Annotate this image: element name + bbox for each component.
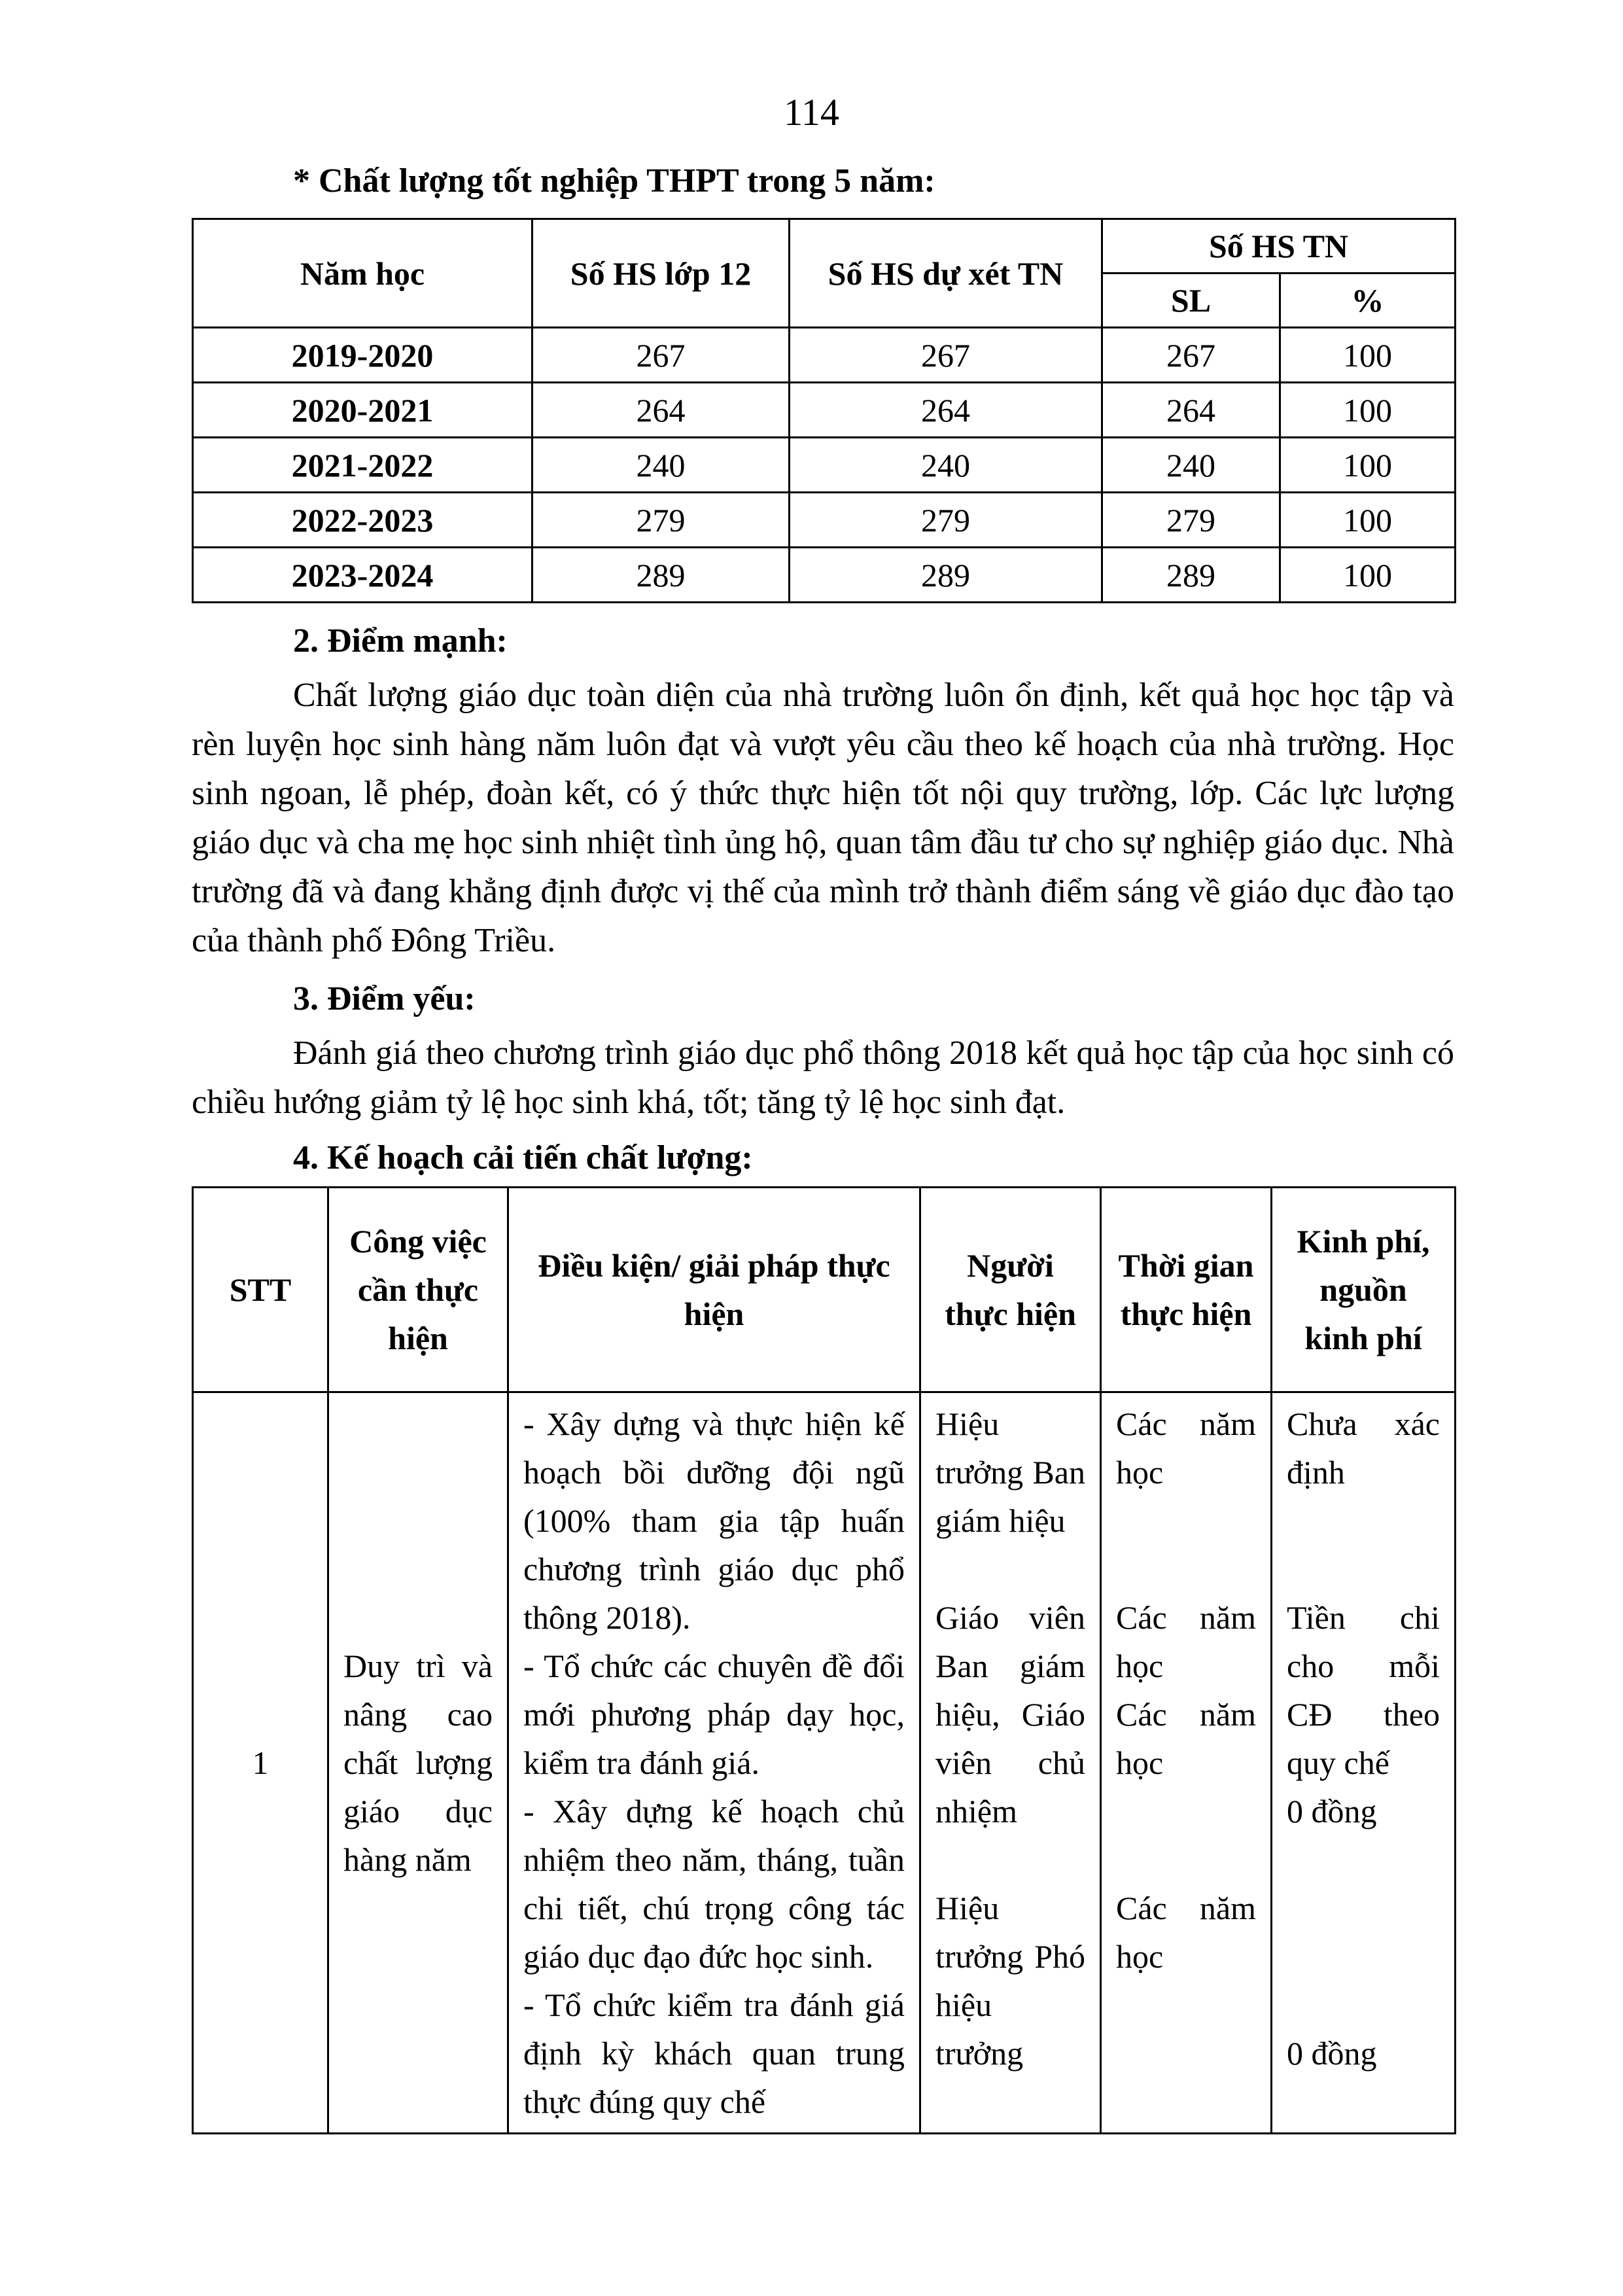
page-number: 114 <box>784 91 839 133</box>
table-row <box>193 328 1456 383</box>
solution-item: - Tổ chức các chuyên đề đổi mới phương pháp dạy học, kiểm tra đánh giá. <box>523 1648 905 1781</box>
row-year: 2019-2020 <box>193 328 532 383</box>
plan-heading: 4. Kế hoạch cải tiến chất lượng: <box>293 1139 753 1176</box>
row-candidates: 240 <box>790 438 1102 493</box>
row-count: 279 <box>1102 493 1280 548</box>
header-solution: Điều kiện/ giải pháp thực hiện <box>508 1188 920 1392</box>
header-percent: % <box>1280 274 1456 328</box>
header-count: SL <box>1102 274 1280 328</box>
row-grade12: 289 <box>532 548 790 603</box>
header-graduated: Số HS TN <box>1102 219 1456 274</box>
row-year: 2022-2023 <box>193 493 532 548</box>
solution-item: - Xây dựng kế hoạch chủ nhiệm theo năm, tháng, tuần chi tiết, chú trọng công tác giáo dục đạo đức học sinh. <box>523 1793 905 1975</box>
time-item: Các năm học <box>1116 1696 1256 1781</box>
table-row <box>193 438 1456 493</box>
row-count: 289 <box>1102 548 1280 603</box>
header-person: Người thực hiện <box>920 1188 1101 1392</box>
row-count: 267 <box>1102 328 1280 383</box>
row-percent: 100 <box>1280 548 1456 603</box>
weaknesses-paragraph: Đánh giá theo chương trình giáo dục phổ thông 2018 kết quả học tập của học sinh có chiều hướng giảm tỷ lệ học sinh khá, tốt; tăng tỷ lệ học sinh đạt. <box>192 1034 1454 1121</box>
row-grade12: 267 <box>532 328 790 383</box>
row-year: 2020-2021 <box>193 383 532 438</box>
solution-item: - Tổ chức kiểm tra đánh giá định kỳ khách quan trung thực đúng quy chế <box>523 1987 905 2120</box>
header-budget: Kinh phí, nguồn kinh phí <box>1272 1188 1456 1392</box>
strengths-paragraph: Chất lượng giáo dục toàn diện của nhà trường luôn ổn định, kết quả học học tập và rèn luyện học sinh hàng năm luôn đạt và vượt yêu cầu theo kế hoạch của nhà trường. Học sinh ngoan, lễ phép, đoàn kết, có ý thức thực hiện tốt nội quy trường, lớp. Các lực lượng giáo dục và cha mẹ học sinh nhiệt tình ủng hộ, quan tâm đầu tư cho sự nghiệp giáo dục. Nhà trường đã và đang khẳng định được vị thế của mình trở thành điểm sáng về giáo dục đào tạo của thành phố Đông Triều. <box>192 677 1454 959</box>
budget-item: Tiền chi cho mỗi CĐ theo quy chế <box>1287 1599 1440 1781</box>
row-percent: 100 <box>1280 493 1456 548</box>
row-solutions <box>508 1392 920 2134</box>
row-count: 240 <box>1102 438 1280 493</box>
person-item: Hiệu trưởng Phó hiệu trưởng <box>935 1890 1085 2072</box>
solution-item: - Xây dựng và thực hiện kế hoạch bồi dưỡng đội ngũ (100% tham gia tập huấn chương trình giáo dục phổ thông 2018). <box>523 1405 905 1636</box>
table-row <box>193 383 1456 438</box>
time-item: Các năm học <box>1116 1890 1256 1975</box>
budget-item: 0 đồng <box>1287 2035 1377 2072</box>
plan-table <box>192 1186 1456 2134</box>
weaknesses-heading: 3. Điểm yếu: <box>293 980 476 1017</box>
header-task: Công việc cần thực hiện <box>328 1188 508 1392</box>
row-count: 264 <box>1102 383 1280 438</box>
person-item: Giáo viên Ban giám hiệu, Giáo viên chủ nhiệm <box>935 1599 1085 1829</box>
row-task <box>328 1392 508 2134</box>
time-item: Các năm học <box>1116 1599 1256 1684</box>
header-stt: STT <box>193 1188 328 1392</box>
row-candidates: 267 <box>790 328 1102 383</box>
budget-item: Chưa xác định <box>1287 1405 1440 1491</box>
row-percent: 100 <box>1280 438 1456 493</box>
row-candidates: 289 <box>790 548 1102 603</box>
header-time: Thời gian thực hiện <box>1101 1188 1272 1392</box>
row-percent: 100 <box>1280 328 1456 383</box>
row-grade12: 240 <box>532 438 790 493</box>
row-grade12: 264 <box>532 383 790 438</box>
row-times <box>1101 1392 1272 2134</box>
task-text: Duy trì và nâng cao chất lượng giáo dục hàng năm <box>343 1648 493 1878</box>
row-candidates: 279 <box>790 493 1102 548</box>
row-percent: 100 <box>1280 383 1456 438</box>
row-stt: 1 <box>193 1392 328 2134</box>
header-grade12: Số HS lớp 12 <box>532 219 790 328</box>
row-candidates: 264 <box>790 383 1102 438</box>
graduation-table <box>192 218 1456 603</box>
header-year: Năm học <box>193 219 532 328</box>
row-grade12: 279 <box>532 493 790 548</box>
table-row <box>193 1392 1456 2134</box>
header-candidates: Số HS dự xét TN <box>790 219 1102 328</box>
table-row <box>193 493 1456 548</box>
time-item: Các năm học <box>1116 1405 1256 1491</box>
row-budgets <box>1272 1392 1456 2134</box>
budget-item: 0 đồng <box>1287 1793 1377 1829</box>
graduation-heading: * Chất lượng tốt nghiệp THPT trong 5 năm: <box>293 162 935 200</box>
row-year: 2023-2024 <box>193 548 532 603</box>
row-year: 2021-2022 <box>193 438 532 493</box>
table-row <box>193 548 1456 603</box>
strengths-heading: 2. Điểm mạnh: <box>293 622 508 660</box>
person-item: Hiệu trưởng Ban giám hiệu <box>935 1405 1085 1539</box>
row-persons <box>920 1392 1101 2134</box>
